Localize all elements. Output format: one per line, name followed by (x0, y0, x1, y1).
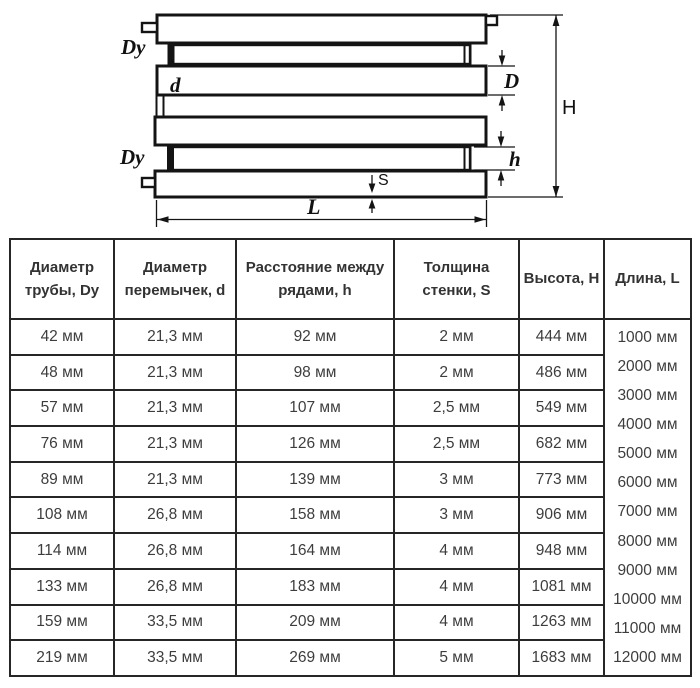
cell-wall-thickness: 5 мм (394, 640, 519, 676)
cell-height: 1081 мм (519, 569, 604, 605)
cell-row-spacing: 139 мм (236, 462, 394, 498)
cell-pipe-diameter: 42 мм (10, 319, 114, 355)
header-jumper-diameter: Диаметр перемычек, d (114, 239, 236, 319)
cell-wall-thickness: 3 мм (394, 497, 519, 533)
cell-row-spacing: 209 мм (236, 605, 394, 641)
label-h: h (509, 147, 521, 171)
length-line: 2000 мм (617, 357, 678, 375)
cell-jumper-diameter: 21,3 мм (114, 390, 236, 426)
cell-jumper-diameter: 33,5 мм (114, 605, 236, 641)
cell-jumper-diameter: 21,3 мм (114, 319, 236, 355)
length-line: 7000 мм (617, 503, 678, 521)
cell-wall-thickness: 4 мм (394, 605, 519, 641)
table-row (10, 319, 691, 355)
length-line: 11000 мм (613, 619, 682, 637)
header-length: Длина, L (604, 239, 691, 319)
jumper-left-middle (157, 95, 164, 117)
length-line: 9000 мм (617, 561, 678, 579)
inlet-stub-top-right (486, 16, 497, 25)
length-line: 4000 мм (617, 416, 678, 434)
jumper-left-top (168, 43, 175, 66)
cell-row-spacing: 92 мм (236, 319, 394, 355)
cell-height: 444 мм (519, 319, 604, 355)
length-line: 1000 мм (617, 328, 678, 346)
cell-pipe-diameter: 159 мм (10, 605, 114, 641)
length-line: 3000 мм (617, 387, 678, 405)
spec-table-wrap (9, 238, 692, 677)
cell-row-spacing: 269 мм (236, 640, 394, 676)
cell-row-spacing: 183 мм (236, 569, 394, 605)
header-height: Высота, H (519, 239, 604, 319)
cell-wall-thickness: 2 мм (394, 319, 519, 355)
length-line: 12000 мм (613, 648, 682, 666)
label-H: H (562, 97, 577, 119)
cell-wall-thickness: 4 мм (394, 569, 519, 605)
cell-lengths (604, 319, 691, 676)
cell-jumper-diameter: 26,8 мм (114, 497, 236, 533)
header-row-spacing: Расстояние между рядами, h (236, 239, 394, 319)
table-row (10, 462, 691, 498)
inlet-stub-top-left (142, 23, 157, 32)
cell-height: 1683 мм (519, 640, 604, 676)
cell-height: 906 мм (519, 497, 604, 533)
cell-pipe-diameter: 48 мм (10, 355, 114, 391)
pipe-row-1 (157, 15, 486, 43)
label-D: D (504, 69, 520, 93)
cell-height: 948 мм (519, 533, 604, 569)
table-row (10, 640, 691, 676)
cell-row-spacing: 126 мм (236, 426, 394, 462)
header-wall-thickness: Толщина стенки, S (394, 239, 519, 319)
cell-wall-thickness: 4 мм (394, 533, 519, 569)
cell-pipe-diameter: 76 мм (10, 426, 114, 462)
cell-row-spacing: 98 мм (236, 355, 394, 391)
label-L: L (307, 194, 321, 219)
header-row (10, 239, 691, 319)
cell-pipe-diameter: 57 мм (10, 390, 114, 426)
label-dy-top: Dy (121, 35, 146, 59)
label-S: S (378, 172, 389, 189)
cell-jumper-diameter: 33,5 мм (114, 640, 236, 676)
cell-pipe-diameter: 133 мм (10, 569, 114, 605)
cell-row-spacing: 107 мм (236, 390, 394, 426)
table-row (10, 426, 691, 462)
label-d: d (170, 73, 181, 97)
cell-wall-thickness: 3 мм (394, 462, 519, 498)
pipe-row-4 (155, 117, 486, 145)
cell-height: 486 мм (519, 355, 604, 391)
dim-L (157, 200, 487, 227)
table-row (10, 569, 691, 605)
cell-row-spacing: 164 мм (236, 533, 394, 569)
length-line: 8000 мм (617, 532, 678, 550)
table-row (10, 533, 691, 569)
register-diagram (0, 0, 700, 234)
table-row (10, 605, 691, 641)
pipe-row-2 (171, 45, 470, 64)
cell-pipe-diameter: 108 мм (10, 497, 114, 533)
cell-jumper-diameter: 21,3 мм (114, 426, 236, 462)
cell-jumper-diameter: 26,8 мм (114, 569, 236, 605)
pipe-row-5 (171, 147, 470, 170)
cell-height: 773 мм (519, 462, 604, 498)
table-row (10, 355, 691, 391)
header-pipe-diameter: Диаметр трубы, Dy (10, 239, 114, 319)
cell-pipe-diameter: 89 мм (10, 462, 114, 498)
label-dy-bottom: Dy (120, 145, 145, 169)
cell-height: 682 мм (519, 426, 604, 462)
cell-jumper-diameter: 21,3 мм (114, 462, 236, 498)
table-row (10, 390, 691, 426)
cell-jumper-diameter: 21,3 мм (114, 355, 236, 391)
jumper-left-bottom (167, 145, 174, 171)
cell-jumper-diameter: 26,8 мм (114, 533, 236, 569)
spec-table (9, 238, 692, 677)
cell-pipe-diameter: 219 мм (10, 640, 114, 676)
length-line: 5000 мм (617, 445, 678, 463)
pipe-row-6 (155, 171, 486, 197)
cell-height: 1263 мм (519, 605, 604, 641)
cell-row-spacing: 158 мм (236, 497, 394, 533)
table-row (10, 497, 691, 533)
cell-height: 549 мм (519, 390, 604, 426)
pipe-row-3 (157, 66, 486, 95)
cell-wall-thickness: 2 мм (394, 355, 519, 391)
length-line: 10000 мм (613, 590, 682, 608)
inlet-stub-bottom-left (142, 178, 155, 187)
cell-wall-thickness: 2,5 мм (394, 426, 519, 462)
length-line: 6000 мм (617, 474, 678, 492)
cell-wall-thickness: 2,5 мм (394, 390, 519, 426)
cell-pipe-diameter: 114 мм (10, 533, 114, 569)
